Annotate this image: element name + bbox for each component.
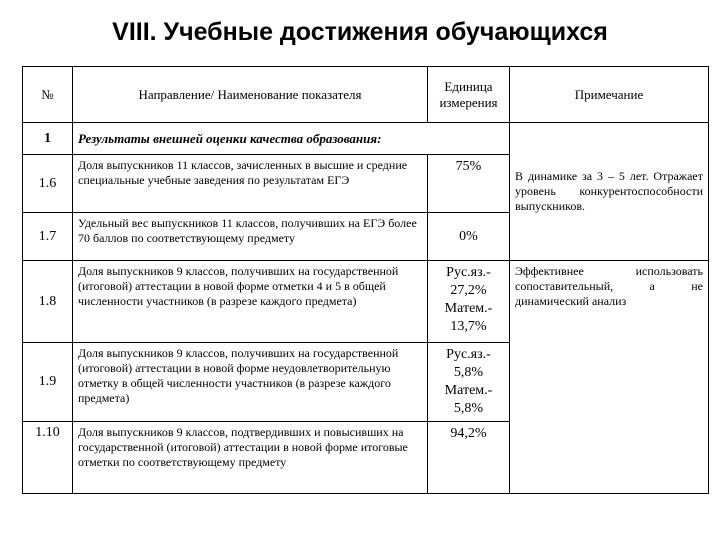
row-num: 1.10 bbox=[23, 422, 73, 494]
table-row bbox=[23, 261, 709, 343]
row-num: 1.9 bbox=[23, 343, 73, 422]
unit-line: Матем.- bbox=[444, 301, 493, 316]
header-note: Примечание bbox=[510, 67, 709, 123]
unit-line: Рус.яз.- bbox=[446, 347, 491, 362]
note-first: В динамике за 3 – 5 лет. Отражает уровень конкурентоспособности выпускников. bbox=[510, 123, 709, 261]
row-num: 1.8 bbox=[23, 261, 73, 343]
unit-line: 5,8% bbox=[453, 365, 484, 380]
row-name: Доля выпускников 9 классов, получивших на государственной (итоговой) аттестации в новой форме неудовлетворительную отметку в общей численности участников (в разрезе каждого предмета) bbox=[73, 343, 428, 422]
achievements-table bbox=[22, 66, 709, 494]
header-unit: Единица измерения bbox=[428, 67, 510, 123]
row-name: Удельный вес выпускников 11 классов, получивших на ЕГЭ более 70 баллов по соответствующему предмету bbox=[73, 213, 428, 261]
row-unit bbox=[428, 343, 510, 422]
unit-line: 5,8% bbox=[453, 401, 484, 416]
row-unit: 75% bbox=[428, 155, 510, 213]
row-name: Доля выпускников 9 классов, подтвердивших и повысивших на государственной (итоговой) аттестации в новой форме итоговые отметки по соответствующему предмету bbox=[73, 422, 428, 494]
row-num: 1.7 bbox=[23, 213, 73, 261]
row-unit: 0% bbox=[428, 213, 510, 261]
row-num: 1.6 bbox=[23, 155, 73, 213]
row-name: Доля выпускников 9 классов, получивших на государственной (итоговой) аттестации в новой форме отметки 4 и 5 в общей численности участников (в разрезе каждого предмета) bbox=[73, 261, 428, 343]
section-label: Результаты внешней оценки качества образования: bbox=[73, 123, 510, 155]
table-header-row bbox=[23, 67, 709, 123]
unit-line: Матем.- bbox=[444, 383, 493, 398]
row-name: Доля выпускников 11 классов, зачисленных в высшие и средние специальные учебные заведения по результатам ЕГЭ bbox=[73, 155, 428, 213]
section-num: 1 bbox=[23, 123, 73, 155]
unit-line: 27,2% bbox=[450, 283, 487, 298]
unit-line: Рус.яз.- bbox=[446, 265, 491, 280]
row-unit: 94,2% bbox=[428, 422, 510, 494]
header-num: № bbox=[23, 67, 73, 123]
note-second: Эффективнее использовать сопоставительный, а не динамический анализ bbox=[510, 261, 709, 494]
unit-line: 13,7% bbox=[450, 319, 487, 334]
header-name: Направление/ Наименование показателя bbox=[73, 67, 428, 123]
section-row bbox=[23, 123, 709, 155]
row-unit bbox=[428, 261, 510, 343]
page-title: VIII. Учебные достижения обучающихся bbox=[112, 18, 608, 46]
